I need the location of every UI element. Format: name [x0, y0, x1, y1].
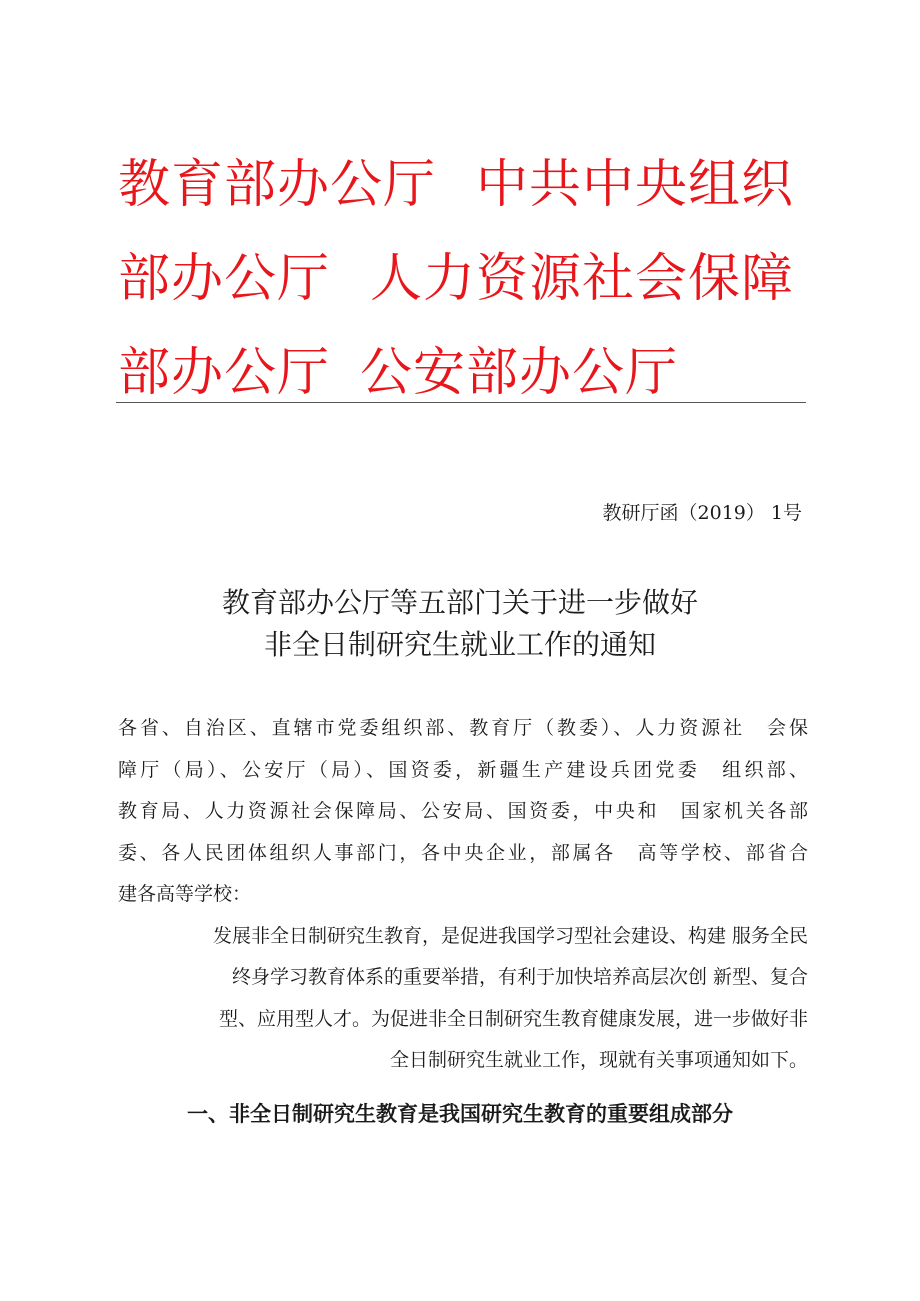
addressee-line: 各省、自治区、直辖市党委组织部、教育厅（教委）、人力资源社 会保 [118, 717, 808, 739]
title-line-2: 非全日制研究生就业工作的通知 [263, 628, 656, 661]
title-line-1: 教育部办公厅等五部门关于进一步做好 [221, 586, 698, 619]
intro-line: 全日制研究生就业工作，现就有关事项通知如下。 [389, 1049, 808, 1071]
agency-name: 部办公厅 [118, 343, 331, 403]
issuing-agencies-header [118, 138, 818, 420]
addressee-line: 教育局、人力资源社会保障局、公安局、国资委，中央和 国家机关各部 [118, 800, 808, 822]
intro-line: 型、应用型人才。为促进非全日制研究生教育健康发展，进一步做好非 [218, 1007, 808, 1030]
document-number: 教研厅函（2019） 1号 [602, 502, 802, 524]
header-line-1 [118, 138, 818, 232]
document-title [0, 582, 920, 666]
header-line-3 [118, 326, 818, 420]
addressee-line: 障厅（局）、公安厅（局）、国资委，新疆生产建设兵团党委 组织部、 [118, 758, 808, 781]
agency-name: 部办公厅 [118, 249, 331, 309]
agency-name: 公安部办公厅 [360, 343, 679, 403]
header-line-2 [118, 232, 818, 326]
addressee-line: 建各高等学校： [118, 883, 252, 905]
agency-name: 人力资源社会保障 [370, 249, 795, 309]
document-body [118, 708, 808, 1082]
section-heading: 一、非全日制研究生教育是我国研究生教育的重要组成部分 [187, 1102, 733, 1126]
agency-name: 教育部办公厅 [118, 155, 437, 215]
agency-name: 中共中央组织 [476, 155, 795, 215]
intro-line: 终身学习教育体系的重要举措，有利于加快培养高层次创 新型、复合 [231, 966, 808, 988]
header-divider [116, 402, 806, 403]
intro-line: 发展非全日制研究生教育，是促进我国学习型社会建设、构建 服务全民 [212, 924, 808, 947]
addressee-line: 委、各人民团体组织人事部门，各中央企业，部属各 高等学校、部省合 [118, 841, 808, 864]
